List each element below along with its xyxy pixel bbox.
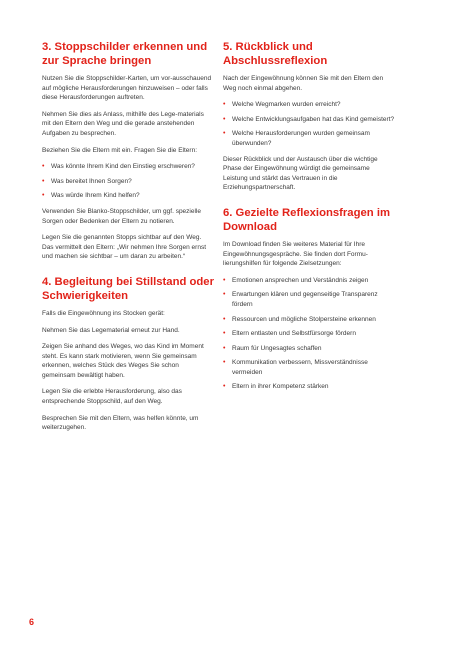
list-item	[223, 100, 395, 110]
bullet-icon: •	[42, 163, 45, 171]
section-6-heading: 6. Gezielte Reflexionsfragen im Download	[223, 206, 390, 233]
section-4-paragraph-3: Zeigen Sie anhand des Weges, wo das Kind im Moment steht. Es kann stark motivieren, wenn Sie gemeinsam erkennen, welches Stück des Weges Sie schon gemeinsam bewältigt haben.	[42, 343, 204, 379]
list-item-text: Kommunikation verbessern, Missverständnisse vermeiden	[232, 359, 368, 376]
list-item-text: Was würde Ihrem Kind helfen?	[51, 192, 140, 200]
list-item-text: Was bereitet Ihnen Sorgen?	[51, 177, 132, 185]
section-5-paragraph-2: Dieser Rückblick und der Austausch über die wichtige Phase der Eingewöhnung würdigt die gemeinsame Leistung und stärkt das Vertrauen in die Erziehungspartnerschaft.	[223, 155, 378, 192]
section-3-paragraph-5: Legen Sie die genannten Stopps sichtbar auf den Weg. Das vermittelt den Eltern: „Wir nehmen Ihre Sorgen ernst und machen sie sichtbar – um daran zu arbeiten.“	[42, 234, 207, 261]
section-6-paragraph-1: Im Download finden Sie weiteres Material für Ihre Eingewöhnungsgespräche. Sie finden dort Formu-lierungshilfen für folgende Zielsetzungen:	[223, 240, 368, 268]
list-item	[42, 177, 214, 187]
section-4-paragraph-4: Legen Sie die erlebte Herausforderung, also das entsprechende Stoppschild, auf den Weg.	[42, 388, 182, 406]
section-5-paragraph-1: Nach der Eingewöhnung können Sie mit den Eltern den Weg noch einmal abgehen.	[223, 75, 384, 92]
section-3-heading: 3. Stoppschilder erkennen und zur Sprache bringen	[42, 41, 208, 67]
list-item-text: Emotionen ansprechen und Verständnis zeigen	[232, 276, 369, 284]
bullet-icon: •	[223, 115, 226, 123]
list-item	[42, 191, 214, 201]
bullet-icon: •	[223, 359, 226, 367]
bullet-icon: •	[223, 130, 226, 138]
bullet-icon: •	[223, 344, 226, 352]
bullet-icon: •	[223, 383, 226, 391]
bullet-icon: •	[223, 291, 226, 299]
bullet-icon: •	[223, 276, 226, 284]
list-item	[223, 276, 395, 286]
list-item-text: Welche Herausforderungen wurden gemeinsam überwunden?	[232, 130, 370, 147]
list-item	[223, 358, 395, 377]
list-item-text: Eltern entlasten und Selbstfürsorge fördern	[232, 330, 356, 338]
bullet-icon: •	[223, 101, 226, 109]
list-item	[42, 162, 214, 172]
section-4-paragraph-2: Nehmen Sie das Legematerial erneut zur Hand.	[42, 326, 180, 334]
list-item-text: Eltern in ihrer Kompetenz stärken	[232, 383, 329, 391]
section-5-question-list	[223, 100, 395, 148]
bullet-icon: •	[223, 330, 226, 338]
page-number: 6	[29, 617, 35, 627]
list-item-text: Erwartungen klären und gegenseitige Transparenz fördern	[232, 291, 378, 308]
section-3-paragraph-4: Verwenden Sie Blanko-Stoppschilder, um ggf. spezielle Sorgen oder Bedenken der Eltern zu notieren.	[42, 207, 201, 225]
list-item	[223, 315, 395, 325]
list-item	[223, 115, 395, 125]
section-3-paragraph-2: Nehmen Sie dies als Anlass, mithilfe des Lege-materials mit den Eltern den Weg und die gerade anstehenden Aufgaben zu besprechen.	[42, 110, 204, 137]
right-column	[223, 40, 395, 398]
section-3-paragraph-3: Beziehen Sie die Eltern mit ein. Fragen Sie die Eltern:	[42, 146, 198, 154]
list-item	[223, 129, 395, 148]
section-5-heading: 5. Rückblick und Abschlussreflexion	[223, 41, 328, 67]
list-item	[223, 382, 395, 392]
section-4-heading: 4. Begleitung bei Stillstand oder Schwierigkeiten	[42, 275, 214, 302]
left-column	[42, 40, 214, 440]
list-item	[223, 290, 395, 309]
list-item	[223, 329, 395, 339]
list-item	[223, 344, 395, 354]
bullet-icon: •	[42, 192, 45, 200]
bullet-icon: •	[42, 177, 45, 185]
list-item-text: Ressourcen und mögliche Stolpersteine erkennen	[232, 315, 376, 323]
bullet-icon: •	[223, 315, 226, 323]
list-item-text: Was könnte Ihrem Kind den Einstieg erschweren?	[51, 163, 195, 171]
list-item-text: Raum für Ungesagtes schaffen	[232, 344, 322, 352]
section-4-paragraph-5: Besprechen Sie mit den Eltern, was helfen könnte, um weiterzugehen.	[42, 414, 199, 432]
list-item-text: Welche Entwicklungsaufgaben hat das Kind gemeistert?	[232, 115, 395, 123]
section-3-paragraph-1: Nutzen Sie die Stoppschilder-Karten, um vor-ausschauend auf mögliche Herausforderungen hinzuweisen – oder falls diese Herausforderungen auftreten.	[42, 75, 212, 102]
section-4-paragraph-1: Falls die Eingewöhnung ins Stocken gerät:	[42, 309, 165, 317]
section-3-question-list	[42, 162, 214, 201]
section-6-goal-list	[223, 276, 395, 392]
list-item-text: Welche Wegmarken wurden erreicht?	[232, 101, 341, 109]
